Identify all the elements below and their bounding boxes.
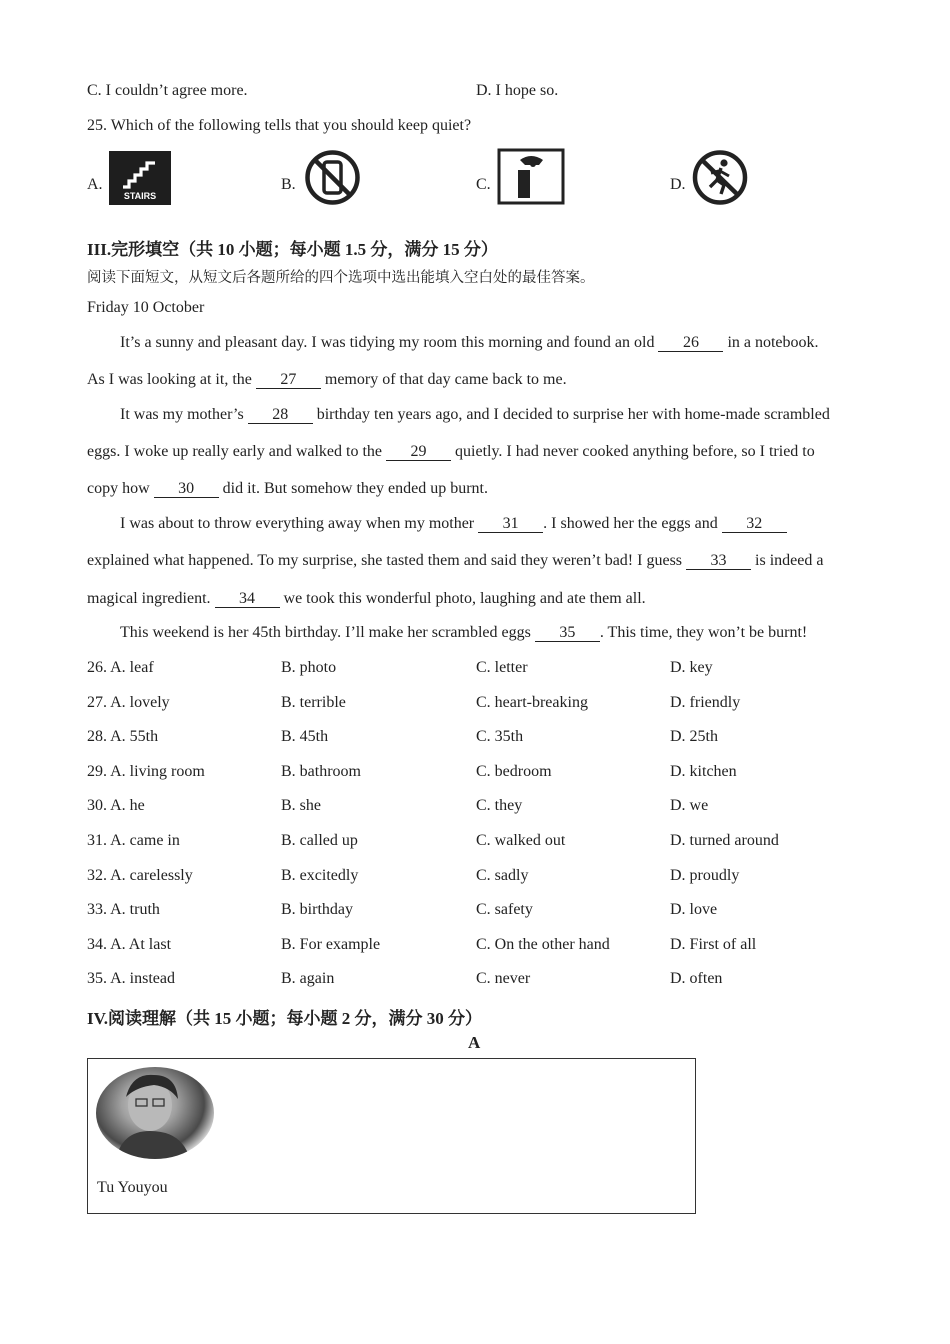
blank-33: 33: [686, 552, 751, 570]
question-33-option-d: D. love: [670, 901, 718, 919]
question-32-option-a: 32. A. carelessly: [87, 866, 193, 884]
question-34-option-d: D. First of all: [670, 935, 757, 953]
blank-35: 35: [535, 624, 600, 642]
question-30-option-c: C. they: [476, 797, 523, 815]
paragraph-3-line-3: magical ingredient. 34 we took this wonderful photo, laughing and ate them all.: [87, 590, 646, 607]
portrait-photo: [96, 1067, 214, 1159]
q25-option-d-letter: D.: [670, 176, 686, 193]
paragraph-1-line-2: As I was looking at it, the 27 memory of that day came back to me.: [87, 371, 567, 388]
question-33-option-b: B. birthday: [281, 901, 353, 919]
stairs-sign-text: STAIRS: [123, 191, 157, 201]
question-35-option-b: B. again: [281, 970, 335, 988]
question-29-option-a: 29. A. living room: [87, 762, 205, 780]
question-31-option-b: B. called up: [281, 832, 358, 849]
q25-option-c-letter: C.: [476, 176, 491, 193]
question-27-option-a: 27. A. lovely: [87, 693, 170, 711]
blank-31: 31: [478, 515, 543, 533]
question-29-option-b: B. bathroom: [281, 762, 361, 780]
q25-option-a-letter: A.: [87, 176, 103, 193]
question-26-option-d: D. key: [670, 659, 713, 676]
question-35-option-d: D. often: [670, 970, 723, 988]
question-29-option-c: C. bedroom: [476, 762, 552, 780]
question-28-option-d: D. 25th: [670, 728, 718, 746]
question-31-option-a: 31. A. came in: [87, 832, 180, 849]
question-27-option-b: B. terrible: [281, 693, 346, 711]
question-35-option-c: C. never: [476, 970, 531, 988]
question-33-option-a: 33. A. truth: [87, 901, 160, 919]
blank-32: 32: [722, 515, 787, 533]
paragraph-2-line-1: It was my mother’s 28 birthday ten years ago, and I decided to surprise her with home-made scrambled: [120, 406, 830, 423]
section3-title: III.完形填空（共 10 小题；每小题 1.5 分，满分 15 分）: [87, 240, 498, 259]
q24-option-d: D. I hope so.: [476, 82, 559, 99]
passage-a-box: [87, 1058, 696, 1214]
question-28-option-c: C. 35th: [476, 728, 524, 746]
question-30-option-d: D. we: [670, 797, 709, 815]
question-27-option-d: D. friendly: [670, 693, 741, 711]
paragraph-2-line-3: copy how 30 did it. But somehow they ended up burnt.: [87, 480, 488, 497]
passage-label: A: [468, 1033, 481, 1052]
question-31-option-c: C. walked out: [476, 832, 566, 849]
blank-27: 27: [256, 371, 321, 389]
question-32-option-c: C. sadly: [476, 866, 529, 884]
question-31-option-d: D. turned around: [670, 832, 779, 849]
question-30-option-b: B. she: [281, 797, 321, 815]
question-32-option-b: B. excitedly: [281, 866, 359, 884]
q25-question: 25. Which of the following tells that you should keep quiet?: [87, 117, 472, 134]
diary-date: Friday 10 October: [87, 299, 205, 316]
paragraph-3-line-2: explained what happened. To my surprise, she tasted them and said they weren’t bad! I guess 33 is indeed a: [87, 552, 824, 569]
blank-34: 34: [215, 590, 280, 608]
question-28-option-b: B. 45th: [281, 728, 329, 746]
question-35-option-a: 35. A. instead: [87, 970, 175, 988]
question-26-option-a: 26. A. leaf: [87, 659, 154, 676]
question-34-option-a: 34. A. At last: [87, 935, 172, 953]
question-30-option-a: 30. A. he: [87, 797, 145, 815]
q25-option-b-letter: B.: [281, 176, 296, 193]
question-34-option-b: B. For example: [281, 935, 381, 953]
paragraph-4-line-1: This weekend is her 45th birthday. I’ll make her scrambled eggs 35 . This time, they won’t be burnt!: [120, 624, 808, 641]
blank-29: 29: [386, 443, 451, 461]
no-running-sign-icon: [691, 149, 749, 206]
blank-26: 26: [658, 334, 723, 352]
question-28-option-a: 28. A. 55th: [87, 728, 159, 746]
question-26-option-b: B. photo: [281, 659, 337, 676]
question-32-option-d: D. proudly: [670, 866, 740, 884]
stairs-sign-icon: [109, 151, 171, 205]
paragraph-2-line-2: eggs. I woke up really early and walked to the 29 quietly. I had never cooked anything before, so I tried to: [87, 443, 815, 460]
question-26-option-c: C. letter: [476, 659, 528, 676]
question-34-option-c: C. On the other hand: [476, 935, 610, 953]
no-phone-sign-icon: [304, 149, 361, 206]
section4-title: IV.阅读理解（共 15 小题；每小题 2 分，满分 30 分）: [87, 1009, 482, 1028]
question-33-option-c: C. safety: [476, 901, 533, 919]
question-27-option-c: C. heart-breaking: [476, 693, 588, 711]
blank-28: 28: [248, 406, 313, 424]
blank-30: 30: [154, 480, 219, 498]
ice-cream-sign-icon: [497, 148, 565, 205]
section3-instruction: 阅读下面短文，从短文后各题所给的四个选项中选出能填入空白处的最佳答案。: [87, 270, 595, 286]
question-29-option-d: D. kitchen: [670, 762, 737, 780]
paragraph-3-line-1: I was about to throw everything away when my mother 31 . I showed her the eggs and 32: [120, 515, 787, 533]
q24-option-c: C. I couldn’t agree more.: [87, 82, 248, 99]
photo-caption: Tu Youyou: [97, 1179, 168, 1196]
paragraph-1-line-1: It’s a sunny and pleasant day. I was tidying my room this morning and found an old 26 in a notebook.: [120, 334, 819, 351]
